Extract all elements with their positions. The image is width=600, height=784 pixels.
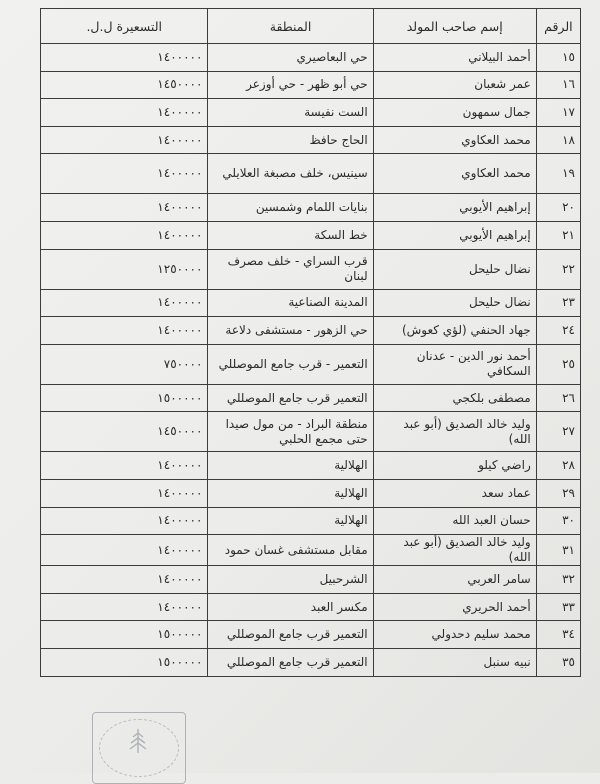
row-number: ١٩: [536, 154, 580, 194]
row-number: ٣٢: [536, 566, 580, 594]
row-number: ٣٤: [536, 621, 580, 649]
table-row: [41, 194, 581, 222]
price-value: ١٢٥٠٠٠٠: [41, 249, 208, 289]
table-row: [41, 412, 581, 452]
table-row: [41, 384, 581, 412]
table-body: [41, 44, 581, 677]
price-value: ١٤٠٠٠٠٠: [41, 535, 208, 566]
price-value: ١٤٠٠٠٠٠: [41, 452, 208, 480]
header-number: الرقم: [536, 9, 580, 44]
owner-name: وليد خالد الصديق (أبو عبد الله): [373, 412, 536, 452]
owner-name: سامر العربي: [373, 566, 536, 594]
price-value: ١٤٠٠٠٠٠: [41, 154, 208, 194]
area-name: الست نفيسة: [208, 99, 373, 127]
owner-name: مصطفى بلكجي: [373, 384, 536, 412]
area-name: حي البعاصيري: [208, 44, 373, 72]
owner-name: أحمد نور الدين - عدنان السكافي: [373, 344, 536, 384]
owner-name: أحمد الحريري: [373, 593, 536, 621]
table-row: [41, 621, 581, 649]
owner-name: نضال حليحل: [373, 249, 536, 289]
table-row: [41, 648, 581, 676]
owner-name: محمد سليم دحدولي: [373, 621, 536, 649]
table-row: [41, 71, 581, 99]
table-row: [41, 479, 581, 507]
price-value: ١٤٠٠٠٠٠: [41, 221, 208, 249]
row-number: ٢٥: [536, 344, 580, 384]
owner-name: محمد العكاوي: [373, 154, 536, 194]
row-number: ٢٨: [536, 452, 580, 480]
area-name: بنايات اللمام وشمسين: [208, 194, 373, 222]
area-name: مكسر العبد: [208, 593, 373, 621]
price-value: ١٥٠٠٠٠٠: [41, 648, 208, 676]
owner-name: جمال سمهون: [373, 99, 536, 127]
owner-name: حسان العبد الله: [373, 507, 536, 535]
row-number: ٢٦: [536, 384, 580, 412]
row-number: ٢١: [536, 221, 580, 249]
row-number: ٢٤: [536, 317, 580, 345]
area-name: منطقة البراد - من مول صيدا حتى مجمع الحلبي: [208, 412, 373, 452]
table-row: [41, 566, 581, 594]
row-number: ٢٠: [536, 194, 580, 222]
row-number: ١٧: [536, 99, 580, 127]
area-name: حي أبو ظهر - حي أوزعر: [208, 71, 373, 99]
row-number: ١٨: [536, 126, 580, 154]
price-value: ١٤٥٠٠٠٠: [41, 412, 208, 452]
price-value: ١٤٠٠٠٠٠: [41, 126, 208, 154]
owner-name: جهاد الحنفي (لؤي كعوش): [373, 317, 536, 345]
price-value: ١٤٠٠٠٠٠: [41, 566, 208, 594]
table-row: [41, 452, 581, 480]
header-area: المنطقة: [208, 9, 373, 44]
generator-pricing-table: [40, 8, 581, 677]
price-value: ١٤٠٠٠٠٠: [41, 593, 208, 621]
cedar-icon: [127, 727, 149, 755]
area-name: المدينة الصناعية: [208, 289, 373, 317]
owner-name: راضي كيلو: [373, 452, 536, 480]
row-number: ٢٧: [536, 412, 580, 452]
price-value: ١٤٥٠٠٠٠: [41, 71, 208, 99]
row-number: ٣٥: [536, 648, 580, 676]
owner-name: أحمد البيلاني: [373, 44, 536, 72]
owner-name: عماد سعد: [373, 479, 536, 507]
table-row: [41, 507, 581, 535]
area-name: التعمير قرب جامع الموصللي: [208, 384, 373, 412]
price-value: ١٤٠٠٠٠٠: [41, 44, 208, 72]
row-number: ٢٩: [536, 479, 580, 507]
table-row: [41, 593, 581, 621]
area-name: التعمير قرب جامع الموصللي: [208, 648, 373, 676]
owner-name: نضال حليحل: [373, 289, 536, 317]
table-row: [41, 44, 581, 72]
price-value: ١٥٠٠٠٠٠: [41, 384, 208, 412]
owner-name: عمر شعبان: [373, 71, 536, 99]
row-number: ٣١: [536, 535, 580, 566]
price-value: ١٤٠٠٠٠٠: [41, 479, 208, 507]
price-value: ١٤٠٠٠٠٠: [41, 99, 208, 127]
price-value: ١٤٠٠٠٠٠: [41, 317, 208, 345]
area-name: التعمير - قرب جامع الموصللي: [208, 344, 373, 384]
official-stamp: [92, 712, 186, 784]
table-row: [41, 344, 581, 384]
row-number: ٢٣: [536, 289, 580, 317]
area-name: مقابل مستشفى غسان حمود: [208, 535, 373, 566]
owner-name: وليد خالد الصديق (أبو عبد الله): [373, 535, 536, 566]
price-value: ١٤٠٠٠٠٠: [41, 194, 208, 222]
table-row: [41, 126, 581, 154]
area-name: خط السكة: [208, 221, 373, 249]
price-value: ١٤٠٠٠٠٠: [41, 289, 208, 317]
area-name: الهلالية: [208, 479, 373, 507]
owner-name: نبيه سنبل: [373, 648, 536, 676]
row-number: ١٥: [536, 44, 580, 72]
price-value: ١٤٠٠٠٠٠: [41, 507, 208, 535]
table-row: [41, 535, 581, 566]
area-name: الحاج حافظ: [208, 126, 373, 154]
table-row: [41, 221, 581, 249]
price-value: ٧٥٠٠٠٠: [41, 344, 208, 384]
owner-name: إبراهيم الأيوبي: [373, 221, 536, 249]
area-name: الهلالية: [208, 452, 373, 480]
row-number: ٣٣: [536, 593, 580, 621]
table-row: [41, 289, 581, 317]
area-name: التعمير قرب جامع الموصللي: [208, 621, 373, 649]
row-number: ٣٠: [536, 507, 580, 535]
area-name: قرب السراي - خلف مصرف لبنان: [208, 249, 373, 289]
area-name: الشرحبيل: [208, 566, 373, 594]
table-header-row: [41, 9, 581, 44]
table-row: [41, 249, 581, 289]
area-name: حي الزهور - مستشفى دلاعة: [208, 317, 373, 345]
table-row: [41, 154, 581, 194]
header-price: التسعيرة ل.ل.: [41, 9, 208, 44]
area-name: سينيس، خلف مصبغة العلايلي: [208, 154, 373, 194]
owner-name: إبراهيم الأيوبي: [373, 194, 536, 222]
row-number: ١٦: [536, 71, 580, 99]
row-number: ٢٢: [536, 249, 580, 289]
table-row: [41, 317, 581, 345]
area-name: الهلالية: [208, 507, 373, 535]
header-owner: إسم صاحب المولد: [373, 9, 536, 44]
price-value: ١٥٠٠٠٠٠: [41, 621, 208, 649]
table-row: [41, 99, 581, 127]
owner-name: محمد العكاوي: [373, 126, 536, 154]
